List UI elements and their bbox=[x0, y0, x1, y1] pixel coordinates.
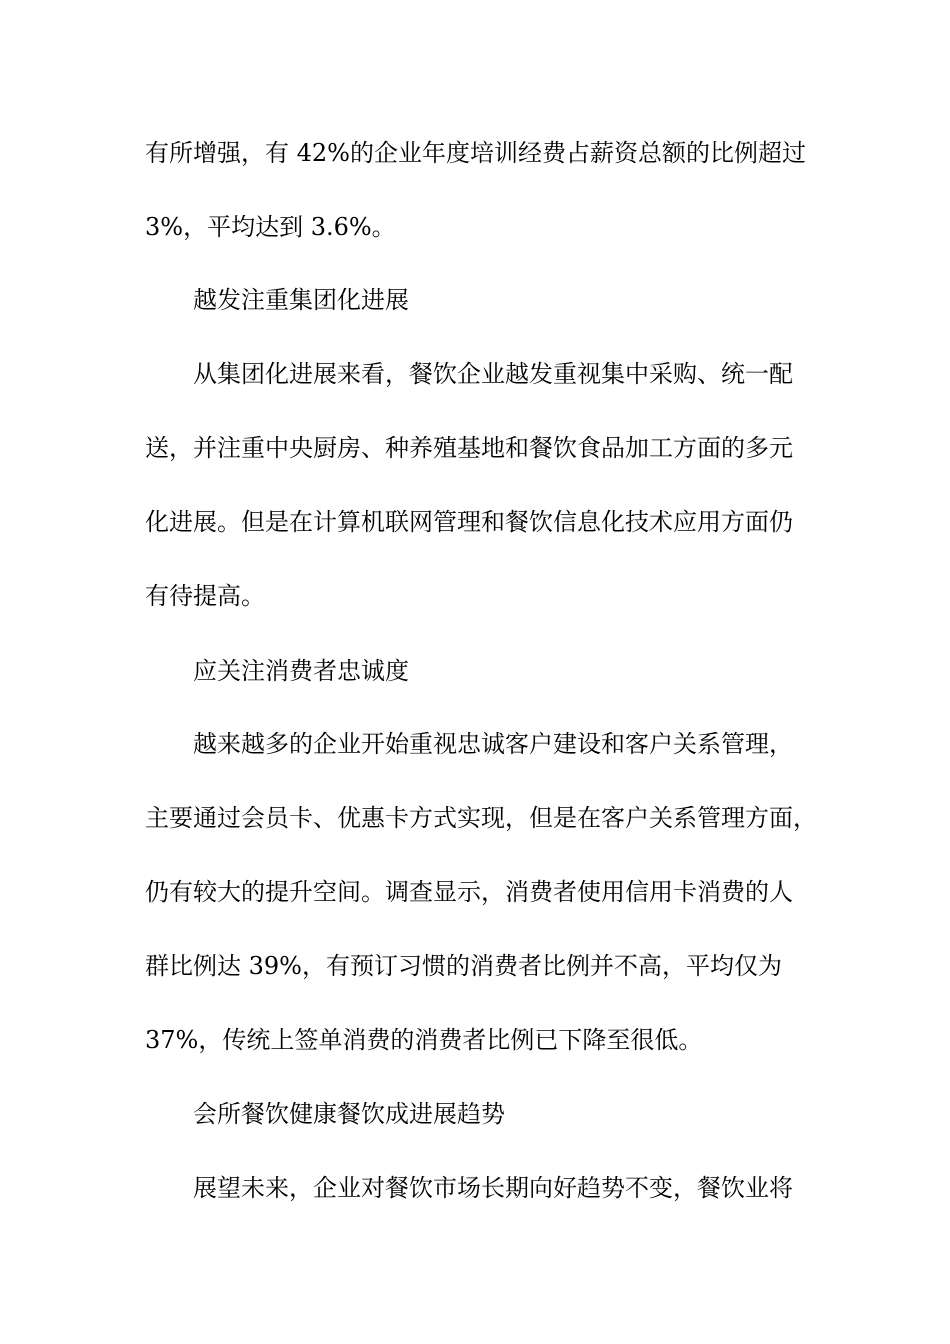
section-heading: 应关注消费者忠诚度 bbox=[193, 657, 409, 685]
paragraph-line: 有待提高。 bbox=[145, 582, 265, 610]
paragraph-line: 群比例达 39%，有预订习惯的消费者比例并不高，平均仅为 bbox=[145, 952, 782, 980]
paragraph-line: 化进展。但是在计算机联网管理和餐饮信息化技术应用方面仍 bbox=[145, 508, 793, 536]
paragraph-line: 越来越多的企业开始重视忠诚客户建设和客户关系管理， bbox=[193, 730, 793, 758]
paragraph-line: 有所增强，有 42%的企业年度培训经费占薪资总额的比例超过 bbox=[145, 139, 806, 167]
paragraph-line: 送，并注重中央厨房、种养殖基地和餐饮食品加工方面的多元 bbox=[145, 434, 793, 462]
paragraph-line: 仍有较大的提升空间。调查显示，消费者使用信用卡消费的人 bbox=[145, 878, 793, 906]
paragraph-line: 从集团化进展来看，餐饮企业越发重视集中采购、统一配 bbox=[193, 360, 793, 388]
section-heading: 越发注重集团化进展 bbox=[193, 286, 409, 314]
paragraph-line: 37%，传统上签单消费的消费者比例已下降至很低。 bbox=[145, 1026, 703, 1054]
paragraph-line: 主要通过会员卡、优惠卡方式实现，但是在客户关系管理方面， bbox=[145, 804, 817, 832]
section-heading: 会所餐饮健康餐饮成进展趋势 bbox=[193, 1100, 505, 1128]
paragraph-line: 展望未来，企业对餐饮市场长期向好趋势不变，餐饮业将 bbox=[193, 1174, 793, 1202]
paragraph-line: 3%，平均达到 3.6%。 bbox=[145, 213, 396, 241]
